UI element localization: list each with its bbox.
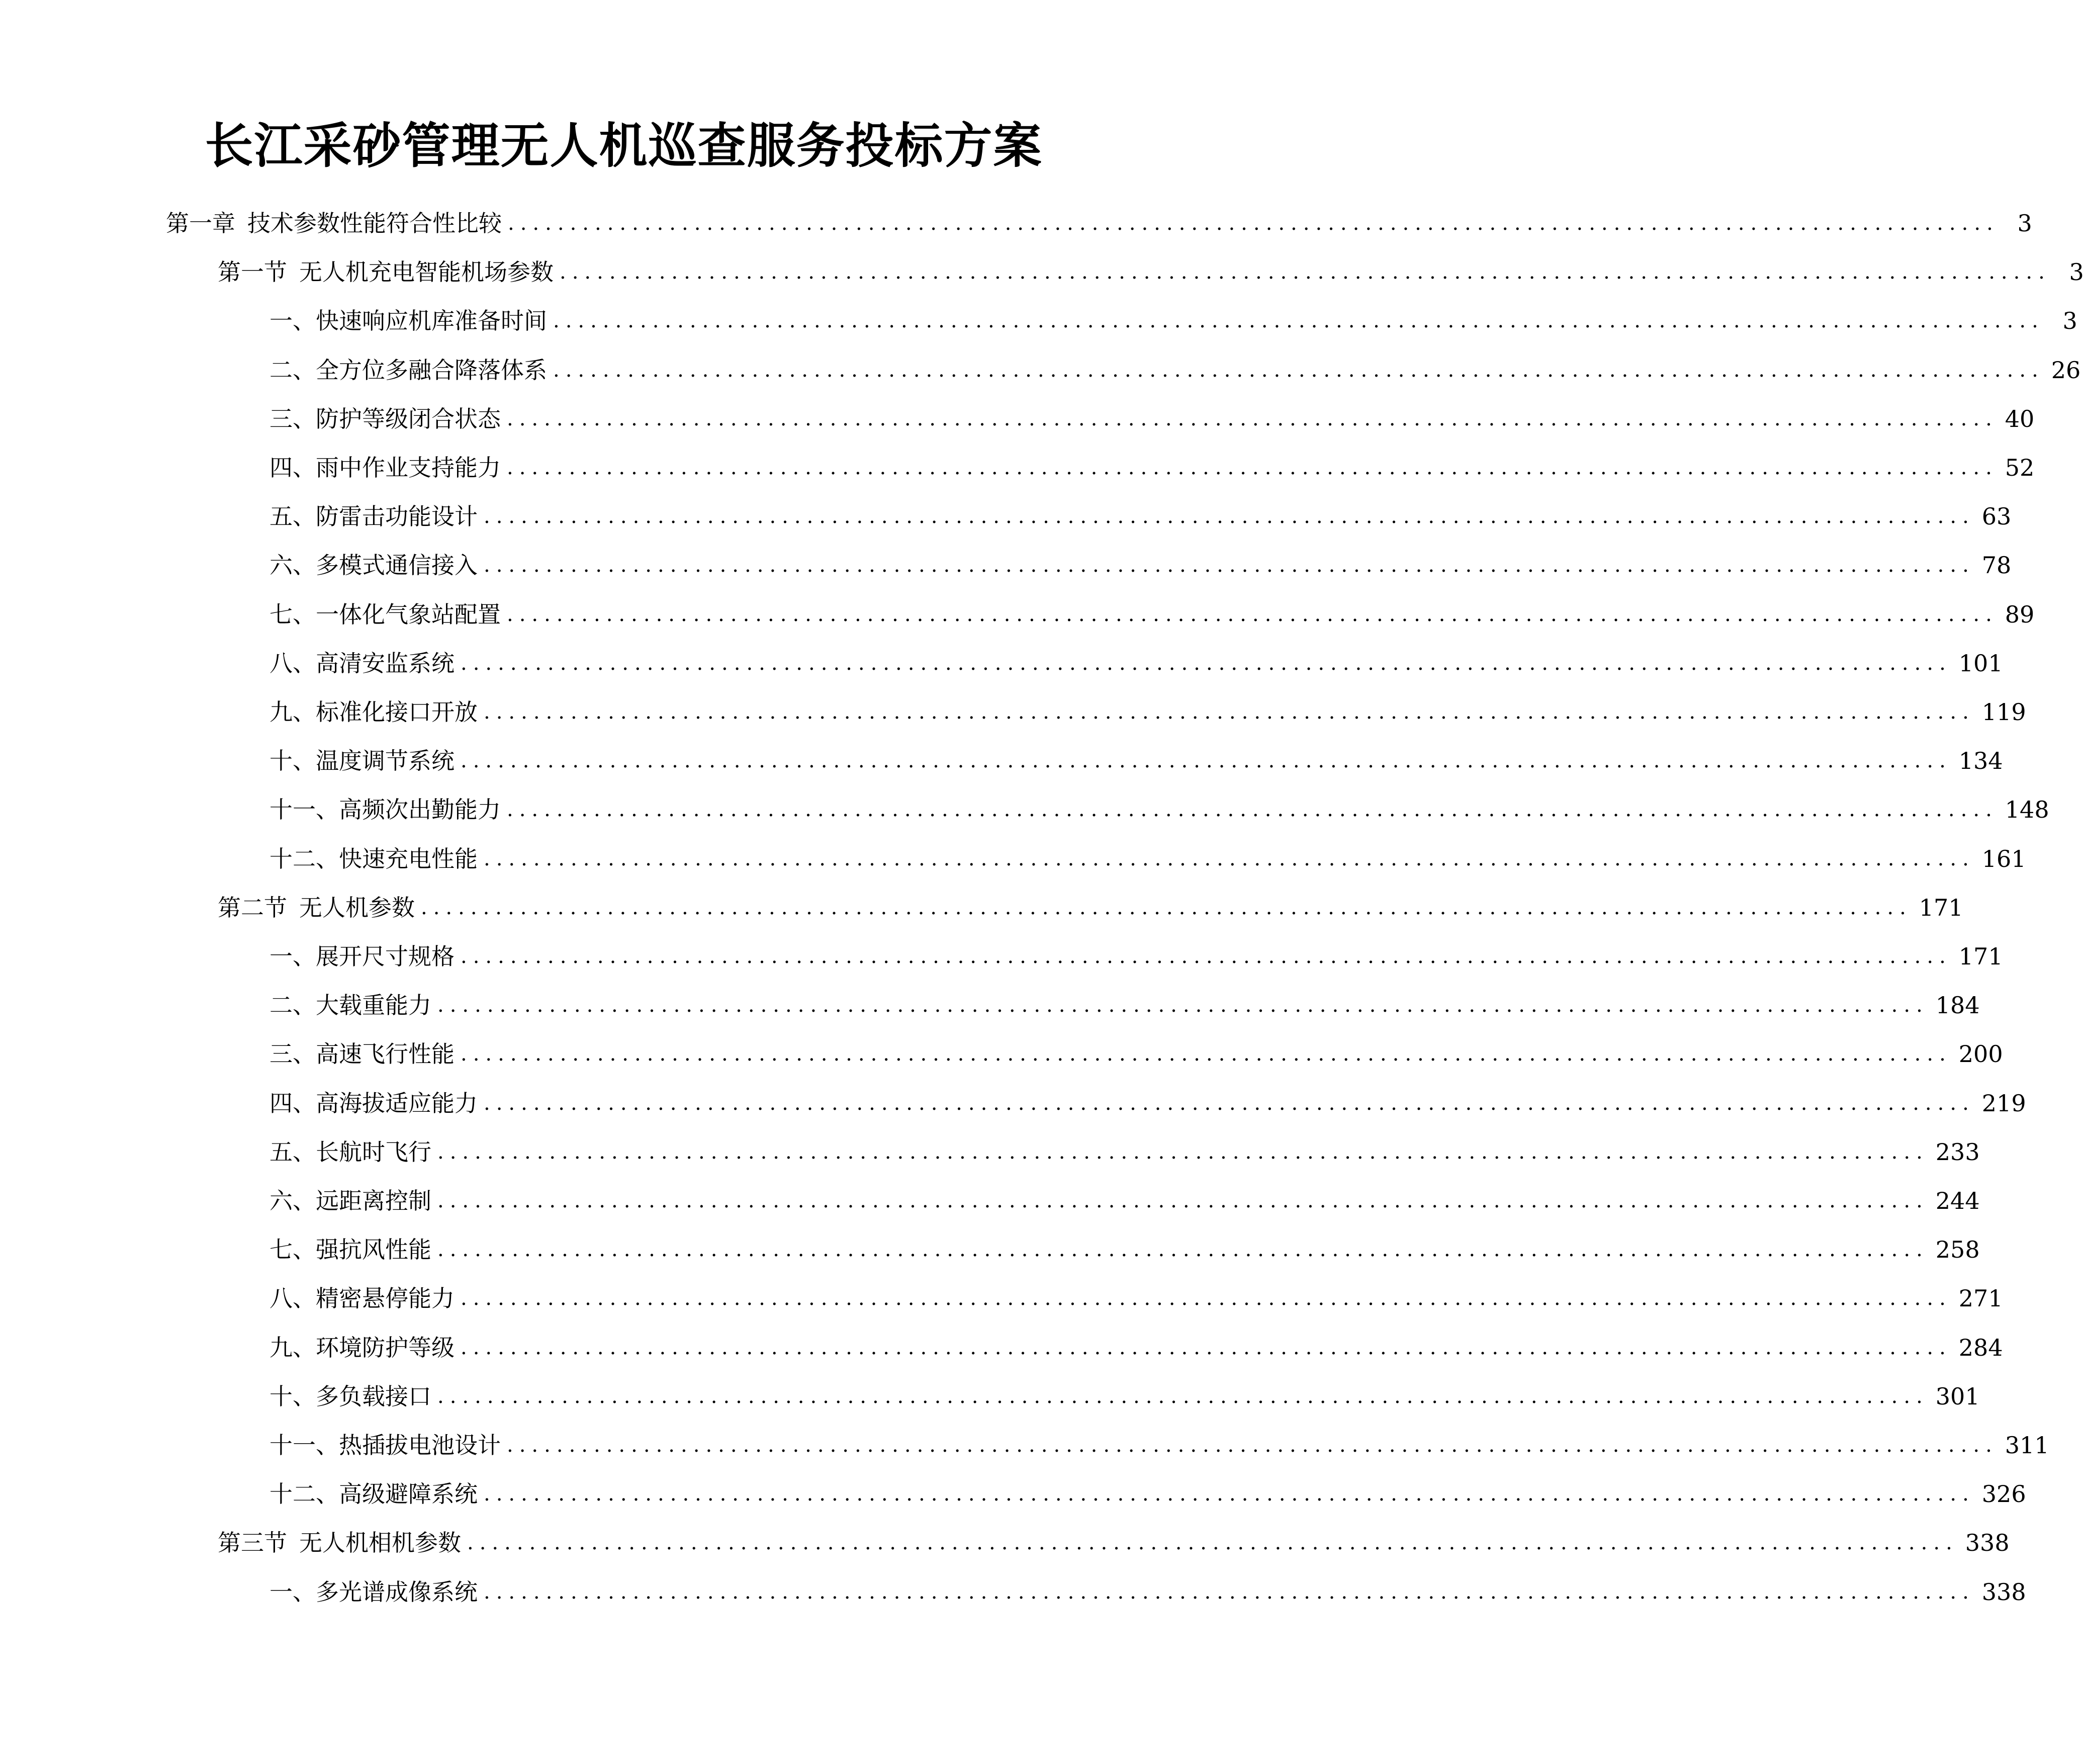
toc-entry[interactable] — [269, 1079, 2026, 1128]
toc-entry-number: 二、 — [269, 356, 316, 384]
toc-entry-number: 五、 — [269, 503, 316, 531]
toc-entry-page-number: 3 — [2062, 307, 2077, 335]
toc-entry[interactable] — [269, 541, 2012, 590]
toc-entry-number: 第一节 — [218, 258, 287, 286]
toc-entry[interactable] — [269, 1372, 1980, 1421]
toc-entry-page-number: 52 — [2005, 454, 2035, 481]
toc-entry[interactable] — [269, 932, 2003, 981]
toc-entry[interactable] — [269, 1274, 2003, 1323]
toc-entry-title: 温度调节系统 — [316, 747, 455, 775]
toc-entry-title: 高级避障系统 — [339, 1480, 478, 1508]
toc-entry-number: 十二、 — [269, 1480, 339, 1508]
toc-leader-dots: ........................................................................................................................ — [553, 358, 2044, 382]
toc-entry-title: 多负载接口 — [316, 1382, 431, 1410]
toc-entry-page-number: 219 — [1981, 1089, 2026, 1117]
toc-entry-title: 标准化接口开放 — [316, 698, 478, 726]
toc-entry-number: 一、 — [269, 1578, 316, 1606]
toc-entry[interactable] — [269, 1324, 2003, 1372]
toc-entry-page-number: 311 — [2005, 1432, 2049, 1459]
toc-entry-number: 十一、 — [269, 1432, 339, 1459]
toc-entry[interactable] — [269, 1421, 2049, 1470]
toc-entry-page-number: 200 — [1958, 1040, 2003, 1068]
toc-leader-dots: ........................................................................................................................ — [461, 1336, 1952, 1359]
toc-leader-dots: ........................................................................................................................ — [508, 212, 1999, 235]
toc-entry-number: 十二、 — [269, 845, 339, 872]
toc-entry-title: 多模式通信接入 — [316, 552, 478, 579]
toc-leader-dots: ........................................................................................................................ — [461, 1042, 1952, 1066]
toc-entry-number: 九、 — [269, 698, 316, 726]
toc-leader-dots: ........................................................................................................................ — [437, 1384, 1929, 1408]
toc-entry-title: 快速充电性能 — [339, 845, 478, 872]
toc-leader-dots: ........................................................................................................................ — [507, 602, 1998, 626]
toc-entry-number: 三、 — [269, 405, 316, 432]
toc-entry[interactable] — [269, 395, 2035, 444]
toc-entry[interactable] — [269, 297, 2077, 345]
toc-entry-title: 无人机参数 — [299, 894, 415, 921]
toc-entry-title: 雨中作业支持能力 — [316, 454, 501, 481]
toc-entry-page-number: 148 — [2005, 796, 2049, 824]
toc-entry-title: 防护等级闭合状态 — [316, 405, 501, 432]
toc-entry-title: 热插拔电池设计 — [339, 1432, 501, 1459]
toc-entry-page-number: 171 — [1919, 894, 1963, 921]
toc-entry-title: 无人机充电智能机场参数 — [299, 258, 554, 286]
toc-entry[interactable] — [166, 199, 2032, 248]
toc-entry-number: 四、 — [269, 454, 316, 481]
toc-entry-page-number: 233 — [1935, 1138, 1980, 1166]
toc-entry-page-number: 26 — [2051, 356, 2081, 384]
toc-leader-dots: ........................................................................................................................ — [437, 1189, 1929, 1212]
toc-entry-page-number: 119 — [1981, 698, 2026, 726]
toc-entry-number: 五、 — [269, 1138, 316, 1166]
toc-entry[interactable] — [269, 1470, 2026, 1519]
toc-entry-page-number: 101 — [1958, 649, 2003, 677]
toc-leader-dots: ........................................................................................................................ — [421, 896, 1912, 919]
toc-entry-title: 强抗风性能 — [316, 1236, 431, 1264]
toc-entry[interactable] — [269, 835, 2026, 884]
toc-entry-page-number: 40 — [2005, 405, 2035, 432]
toc-entry-title: 高清安监系统 — [316, 649, 455, 677]
toc-entry-page-number: 326 — [1981, 1480, 2026, 1508]
toc-entry-page-number: 89 — [2005, 600, 2035, 628]
toc-leader-dots: ........................................................................................................................ — [484, 847, 1975, 870]
toc-entry-number: 第三节 — [218, 1529, 287, 1557]
toc-leader-dots: ........................................................................................................................ — [484, 505, 1975, 528]
toc-entry-title: 快速响应机库准备时间 — [316, 307, 547, 335]
toc-entry[interactable] — [218, 1519, 2010, 1567]
toc-leader-dots: ........................................................................................................................ — [437, 1238, 1929, 1262]
toc-entry-number: 六、 — [269, 1187, 316, 1214]
toc-entry-title: 展开尺寸规格 — [316, 943, 455, 970]
toc-entry-number: 十、 — [269, 1382, 316, 1410]
toc-entry[interactable] — [269, 1568, 2026, 1617]
toc-leader-dots: ........................................................................................................................ — [437, 994, 1929, 1017]
toc-entry-number: 十一、 — [269, 796, 339, 824]
toc-leader-dots: ........................................................................................................................ — [553, 309, 2044, 333]
toc-entry-page-number: 161 — [1981, 845, 2026, 872]
toc-entry-number: 十、 — [269, 747, 316, 775]
toc-entry[interactable] — [269, 1177, 1980, 1225]
toc-leader-dots: ........................................................................................................................ — [461, 651, 1952, 675]
toc-entry-page-number: 338 — [1965, 1529, 2010, 1557]
toc-leader-dots: ........................................................................................................................ — [461, 1287, 1952, 1310]
toc-leader-dots: ........................................................................................................................ — [461, 749, 1952, 773]
toc-entry-title: 多光谱成像系统 — [316, 1578, 478, 1606]
toc-entry[interactable] — [218, 248, 2084, 297]
toc-entry-number: 三、 — [269, 1040, 316, 1068]
toc-entry[interactable] — [269, 492, 2012, 541]
toc-leader-dots: ........................................................................................................................ — [484, 700, 1975, 724]
toc-leader-dots: ........................................................................................................................ — [467, 1531, 1958, 1555]
toc-entry-page-number: 338 — [1981, 1578, 2026, 1606]
toc-entry-page-number: 3 — [2017, 210, 2032, 237]
toc-entry-page-number: 134 — [1958, 747, 2003, 775]
toc-entry-number: 四、 — [269, 1089, 316, 1117]
toc-entry[interactable] — [269, 737, 2003, 785]
toc-entry[interactable] — [269, 1225, 1980, 1274]
toc-entry-number: 九、 — [269, 1334, 316, 1361]
toc-leader-dots: ........................................................................................................................ — [484, 1091, 1975, 1115]
document-title: 长江采砂管理无人机巡查服务投标方案 — [205, 117, 1043, 174]
toc-entry-page-number: 301 — [1935, 1382, 1980, 1410]
toc-entry[interactable] — [269, 1030, 2003, 1079]
toc-entry-title: 精密悬停能力 — [316, 1285, 455, 1312]
toc-entry-page-number: 171 — [1958, 943, 2003, 970]
toc-entry[interactable] — [269, 444, 2035, 492]
toc-entry-page-number: 284 — [1958, 1334, 2003, 1361]
toc-entry-number: 八、 — [269, 649, 316, 677]
toc-entry[interactable] — [269, 981, 1980, 1030]
toc-entry-title: 长航时飞行 — [316, 1138, 431, 1166]
toc-entry[interactable] — [218, 884, 1963, 932]
toc-entry-page-number: 78 — [1981, 552, 2012, 579]
toc-entry-title: 高频次出勤能力 — [339, 796, 501, 824]
toc-entry-title: 防雷击功能设计 — [316, 503, 478, 531]
toc-entry-title: 高速飞行性能 — [316, 1040, 455, 1068]
toc-entry-page-number: 63 — [1981, 503, 2012, 531]
toc-entry-page-number: 184 — [1935, 992, 1980, 1019]
toc-entry-number: 二、 — [269, 992, 316, 1019]
toc-entry[interactable] — [269, 346, 2081, 395]
toc-leader-dots: ........................................................................................................................ — [461, 945, 1952, 968]
toc-entry-title: 高海拔适应能力 — [316, 1089, 478, 1117]
toc-entry[interactable] — [269, 785, 2049, 834]
toc-entry-number: 六、 — [269, 552, 316, 579]
toc-entry[interactable] — [269, 639, 2003, 688]
toc-entry[interactable] — [269, 1128, 1980, 1177]
toc-entry-number: 八、 — [269, 1285, 316, 1312]
toc-entry-title: 无人机相机参数 — [299, 1529, 461, 1557]
toc-entry-title: 全方位多融合降落体系 — [316, 356, 547, 384]
toc-entry[interactable] — [269, 688, 2026, 737]
toc-leader-dots: ........................................................................................................................ — [484, 1580, 1975, 1604]
toc-leader-dots: ........................................................................................................................ — [560, 260, 2051, 284]
toc-entry-title: 大载重能力 — [316, 992, 431, 1019]
toc-entry-number: 七、 — [269, 1236, 316, 1264]
toc-leader-dots: ........................................................................................................................ — [437, 1140, 1929, 1164]
toc-entry-title: 技术参数性能符合性比较 — [247, 210, 502, 237]
toc-entry-number: 七、 — [269, 600, 316, 628]
toc-entry-number: 第一章 — [166, 210, 235, 237]
toc-entry-page-number: 3 — [2069, 258, 2084, 286]
toc-leader-dots: ........................................................................................................................ — [507, 798, 1998, 822]
toc-leader-dots: ........................................................................................................................ — [484, 554, 1975, 577]
toc-entry-number: 第二节 — [218, 894, 287, 921]
toc-leader-dots: ........................................................................................................................ — [507, 1434, 1998, 1457]
toc-leader-dots: ........................................................................................................................ — [507, 407, 1998, 430]
toc-entry-title: 环境防护等级 — [316, 1334, 455, 1361]
toc-entry-title: 远距离控制 — [316, 1187, 431, 1214]
toc-entry-page-number: 244 — [1935, 1187, 1980, 1214]
toc-leader-dots: ........................................................................................................................ — [507, 456, 1998, 479]
toc-entry-page-number: 258 — [1935, 1236, 1980, 1264]
toc-entry-number: 一、 — [269, 943, 316, 970]
toc-leader-dots: ........................................................................................................................ — [484, 1482, 1975, 1506]
toc-entry-page-number: 271 — [1958, 1285, 2003, 1312]
toc-entry-title: 一体化气象站配置 — [316, 600, 501, 628]
toc-entry[interactable] — [269, 590, 2035, 639]
toc-entry-number: 一、 — [269, 307, 316, 335]
